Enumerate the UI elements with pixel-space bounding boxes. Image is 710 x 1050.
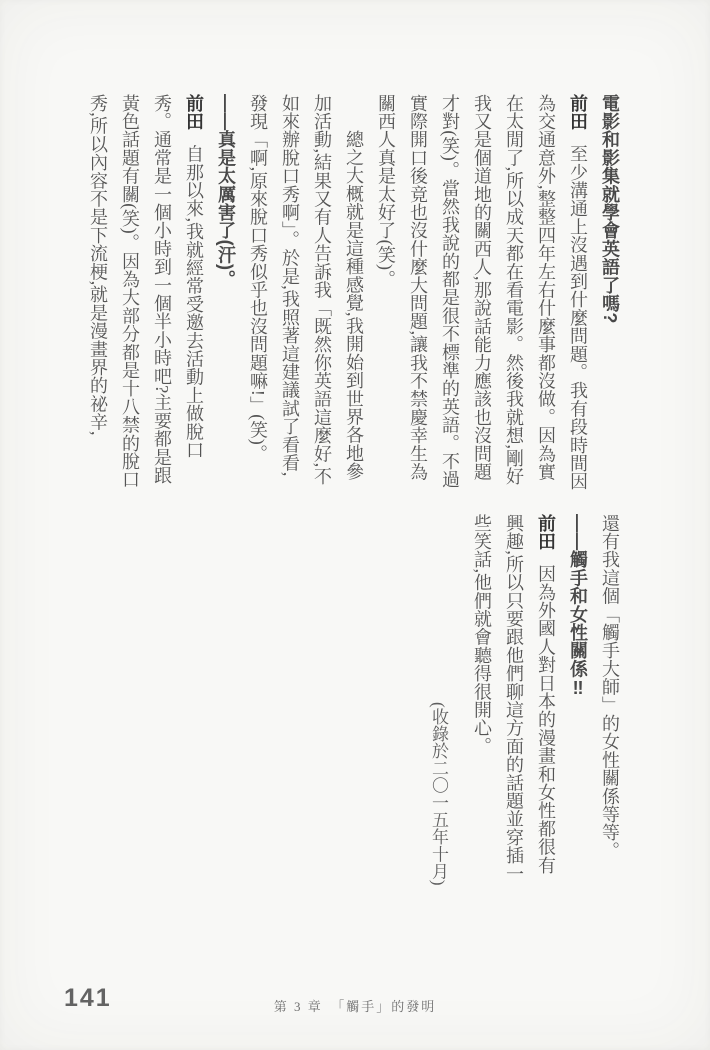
chapter-footer: 第 3 章 「觸手」的發明 <box>273 999 437 1014</box>
speech-paragraph <box>370 94 594 494</box>
bottom-text-band <box>46 514 626 886</box>
top-text-band <box>46 94 626 494</box>
speech-paragraph-continued: 總之大概就是這種感覺,我開始到世界各地參加活動,結果又有人告訴我「既然你英語這麼好,不如來辦脫口秀啊」。於是,我照著這建議試了看看,發現「啊,原來脫口秀似乎也沒問題嘛!」(笑)。 <box>248 94 364 486</box>
speaker-name: 前田 <box>536 514 556 551</box>
interviewer-remark: ——觸手和女性關係‼ <box>568 514 588 698</box>
speaker-name: 前田 <box>184 94 204 131</box>
interviewer-remark: ——真是太厲害了(汗)。 <box>216 94 236 289</box>
speech-text: 自那以來,我就經常受邀去活動上做脫口秀。通常是一個小時到一個半小時吧?主要都是跟黃色話題有關(笑)。因為大部分都是十八禁的脫口秀,所以內容不是下流梗,就是漫畫界的祕辛, <box>88 94 204 489</box>
interviewer-question-continued: 電影和影集就學會英語了嗎? <box>600 94 620 324</box>
recording-date-attribution: (收錄於二〇一五年十月) <box>429 702 448 886</box>
page-number: 141 <box>64 984 112 1012</box>
speaker-name: 前田 <box>568 94 588 131</box>
speech-paragraph <box>466 514 562 886</box>
speech-paragraph-continued: 還有我這個「觸手大師」的女性關係等等。 <box>600 514 620 860</box>
speech-text: 因為外國人對日本的漫畫和女性都很有興趣,所以只要跟他們聊這方面的話題並穿插一些笑話,他們就會聽得很開心。 <box>472 514 556 883</box>
speech-paragraph <box>82 94 210 494</box>
speech-text: 至少溝通上沒遇到什麼問題。我有段時間因為交通意外,整整四年左右什麼事都沒做。因為實在太閒了,所以成天都在看電影。然後我就想,剛好我又是個道地的關西人,那說話能力應該也沒問題才對(笑)。當然我說的都是很不標準的英語。不過實際開口後竟也沒什麼大問題,讓我不禁慶幸生為關西人真是太好了(笑)。 <box>376 94 588 491</box>
